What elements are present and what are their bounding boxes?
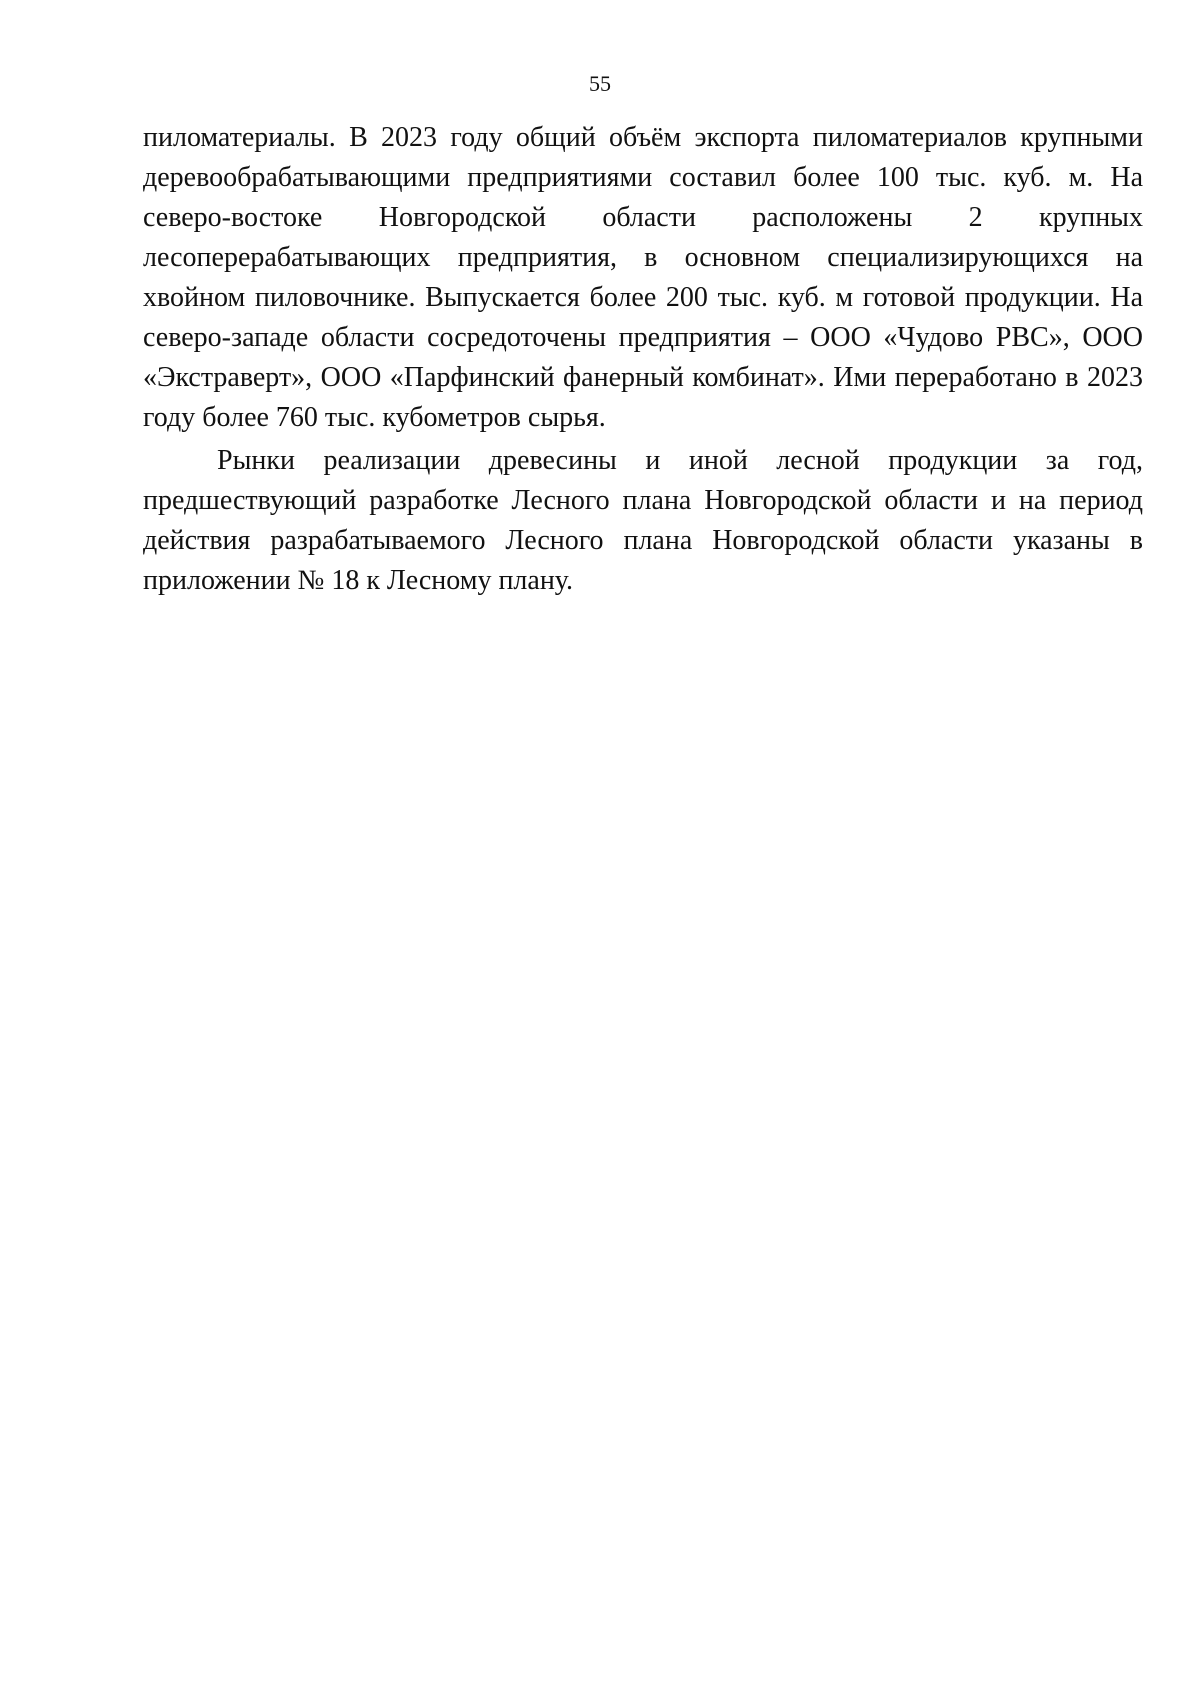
paragraph-lumber-export: пиломатериалы. В 2023 году общий объём экспорта пиломатериалов крупными деревообрабатывающими предприятиями составил более 100 тыс. куб. м. На северо-востоке Новгородской области расположены 2 крупных лесоперерабатывающих предприятия, в основном специализирующихся на хвойном пиловочнике. Выпускается более 200 тыс. куб. м готовой продукции. На северо-западе области сосредоточены предприятия – ООО «Чудово РВС», ООО «Экстраверт», ООО «Парфинский фанерный комбинат». Ими переработано в 2023 году более 760 тыс. кубометров сырья. xyxy=(143,122,1143,433)
page-number: 55 xyxy=(589,71,611,96)
paragraph-markets: Рынки реализации древесины и иной лесной продукции за год, предшествующий разработке Лесного плана Новгородской области и на период действия разрабатываемого Лесного плана Новгородской области указаны в приложении № 18 к Лесному плану. xyxy=(143,445,1143,596)
document-body xyxy=(143,118,1143,601)
